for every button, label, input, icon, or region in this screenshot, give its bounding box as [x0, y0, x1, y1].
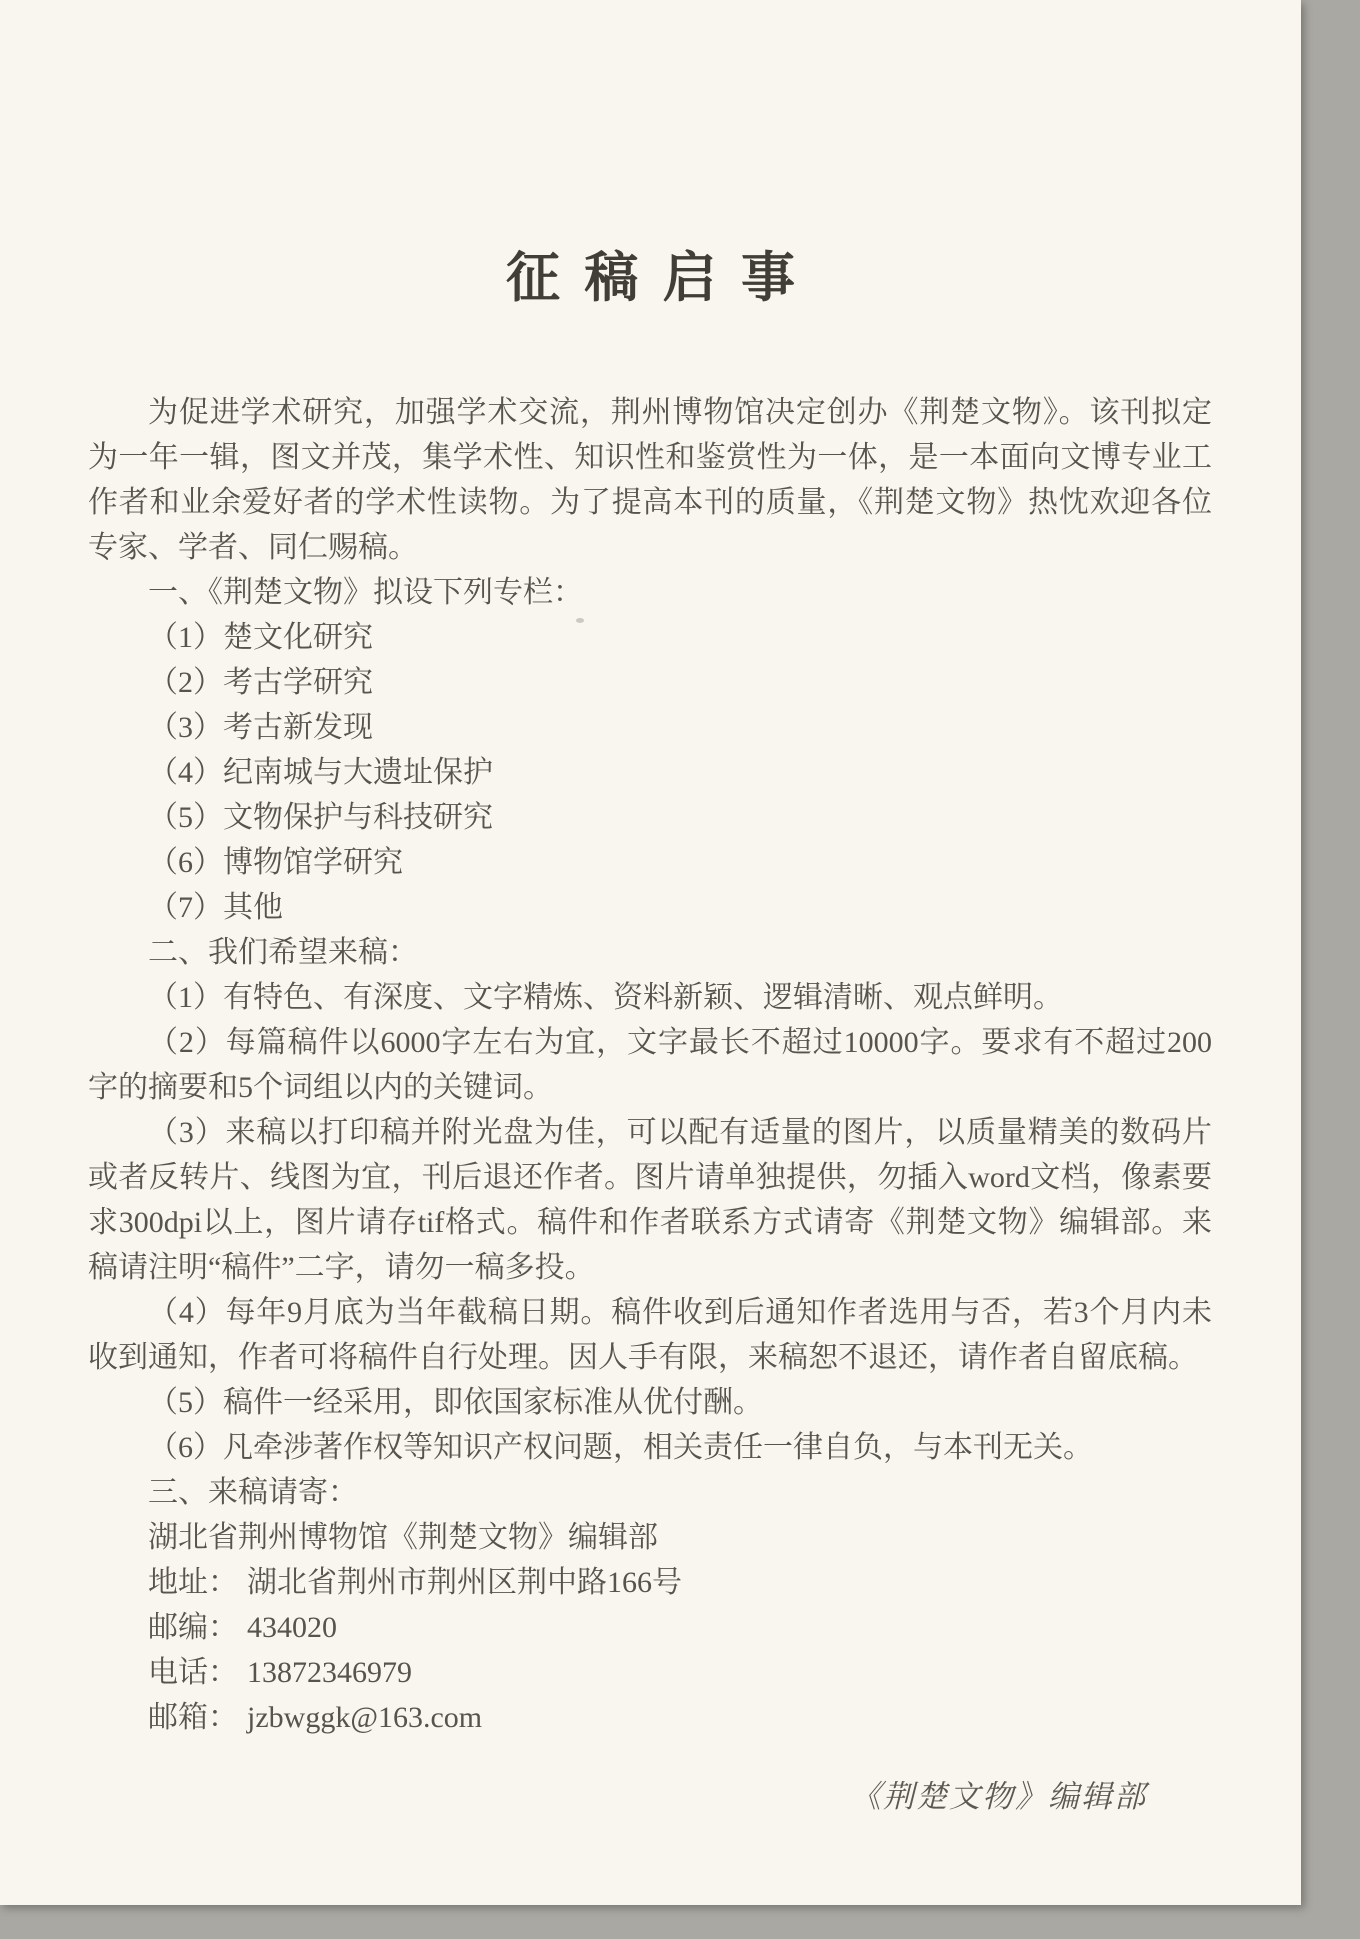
editorial-signature: 《荆楚文物》编辑部 [850, 1779, 1147, 1814]
address-value: 湖北省荆州市荆州区荆中路166号 [247, 1566, 682, 1599]
postcode-label: 邮编： [148, 1611, 238, 1644]
column-item-1: （1）楚文化研究 [148, 621, 373, 654]
submission-rule-3: （3）来稿以打印稿并附光盘为佳，可以配有适量的图片，以质量精美的数码片或者反转片、线图为宜，刊后退还作者。图片请单独提供，勿插入word文档，像素要求300dpi以上，图片请存tif格式。稿件和作者联系方式请寄《荆楚文物》编辑部。来稿请注明“稿件”二字，请勿一稿多投。 [88, 1116, 1212, 1284]
column-item-7: （7）其他 [148, 891, 283, 924]
postcode-value: 434020 [247, 1611, 337, 1644]
email-line [88, 1695, 1212, 1740]
column-item-5: （5）文物保护与科技研究 [148, 801, 493, 834]
intro-paragraph: 为促进学术研究，加强学术交流，荆州博物馆决定创办《荆楚文物》。该刊拟定为一年一辑，图文并茂，集学术性、知识性和鉴赏性为一体，是一本面向文博专业工作者和业余爱好者的学术性读物。为了提高本刊的质量，《荆楚文物》热忱欢迎各位专家、学者、同仁赐稿。 [88, 396, 1212, 564]
submission-rule-6: （6）凡牵涉著作权等知识产权问题，相关责任一律自负，与本刊无关。 [148, 1431, 1093, 1464]
phone-line [88, 1650, 1212, 1695]
column-item-6: （6）博物馆学研究 [148, 846, 403, 879]
scan-artifact [576, 618, 584, 623]
address-label: 地址： [148, 1566, 238, 1599]
column-item-4: （4）纪南城与大遗址保护 [148, 756, 493, 789]
address-line [88, 1560, 1212, 1605]
phone-value: 13872346979 [247, 1656, 412, 1689]
column-item-3: （3）考古新发现 [148, 711, 373, 744]
email-value: jzbwggk@163.com [247, 1701, 483, 1734]
submission-rule-4: （4）每年9月底为当年截稿日期。稿件收到后通知作者选用与否，若3个月内未收到通知，作者可将稿件自行处理。因人手有限，来稿恕不退还，请作者自留底稿。 [88, 1296, 1212, 1374]
page-title: 征稿启事 [506, 248, 820, 308]
document-body [88, 390, 1212, 1819]
column-item-2: （2）考古学研究 [148, 666, 373, 699]
section2-heading: 二、我们希望来稿： [148, 936, 418, 969]
submission-rule-1: （1）有特色、有深度、文字精炼、资料新颖、逻辑清晰、观点鲜明。 [148, 981, 1063, 1014]
submission-rule-5: （5）稿件一经采用，即依国家标准从优付酬。 [148, 1386, 763, 1419]
postcode-line [88, 1605, 1212, 1650]
phone-label: 电话： [148, 1656, 238, 1689]
recipient-line: 湖北省荆州博物馆《荆楚文物》编辑部 [148, 1521, 658, 1554]
section1-heading: 一、《荆楚文物》拟设下列专栏： [148, 576, 583, 609]
submission-rule-2: （2）每篇稿件以6000字左右为宜，文字最长不超过10000字。要求有不超过200字的摘要和5个词组以内的关键词。 [88, 1026, 1212, 1104]
section3-heading: 三、来稿请寄： [148, 1476, 358, 1509]
email-label: 邮箱： [148, 1701, 238, 1734]
